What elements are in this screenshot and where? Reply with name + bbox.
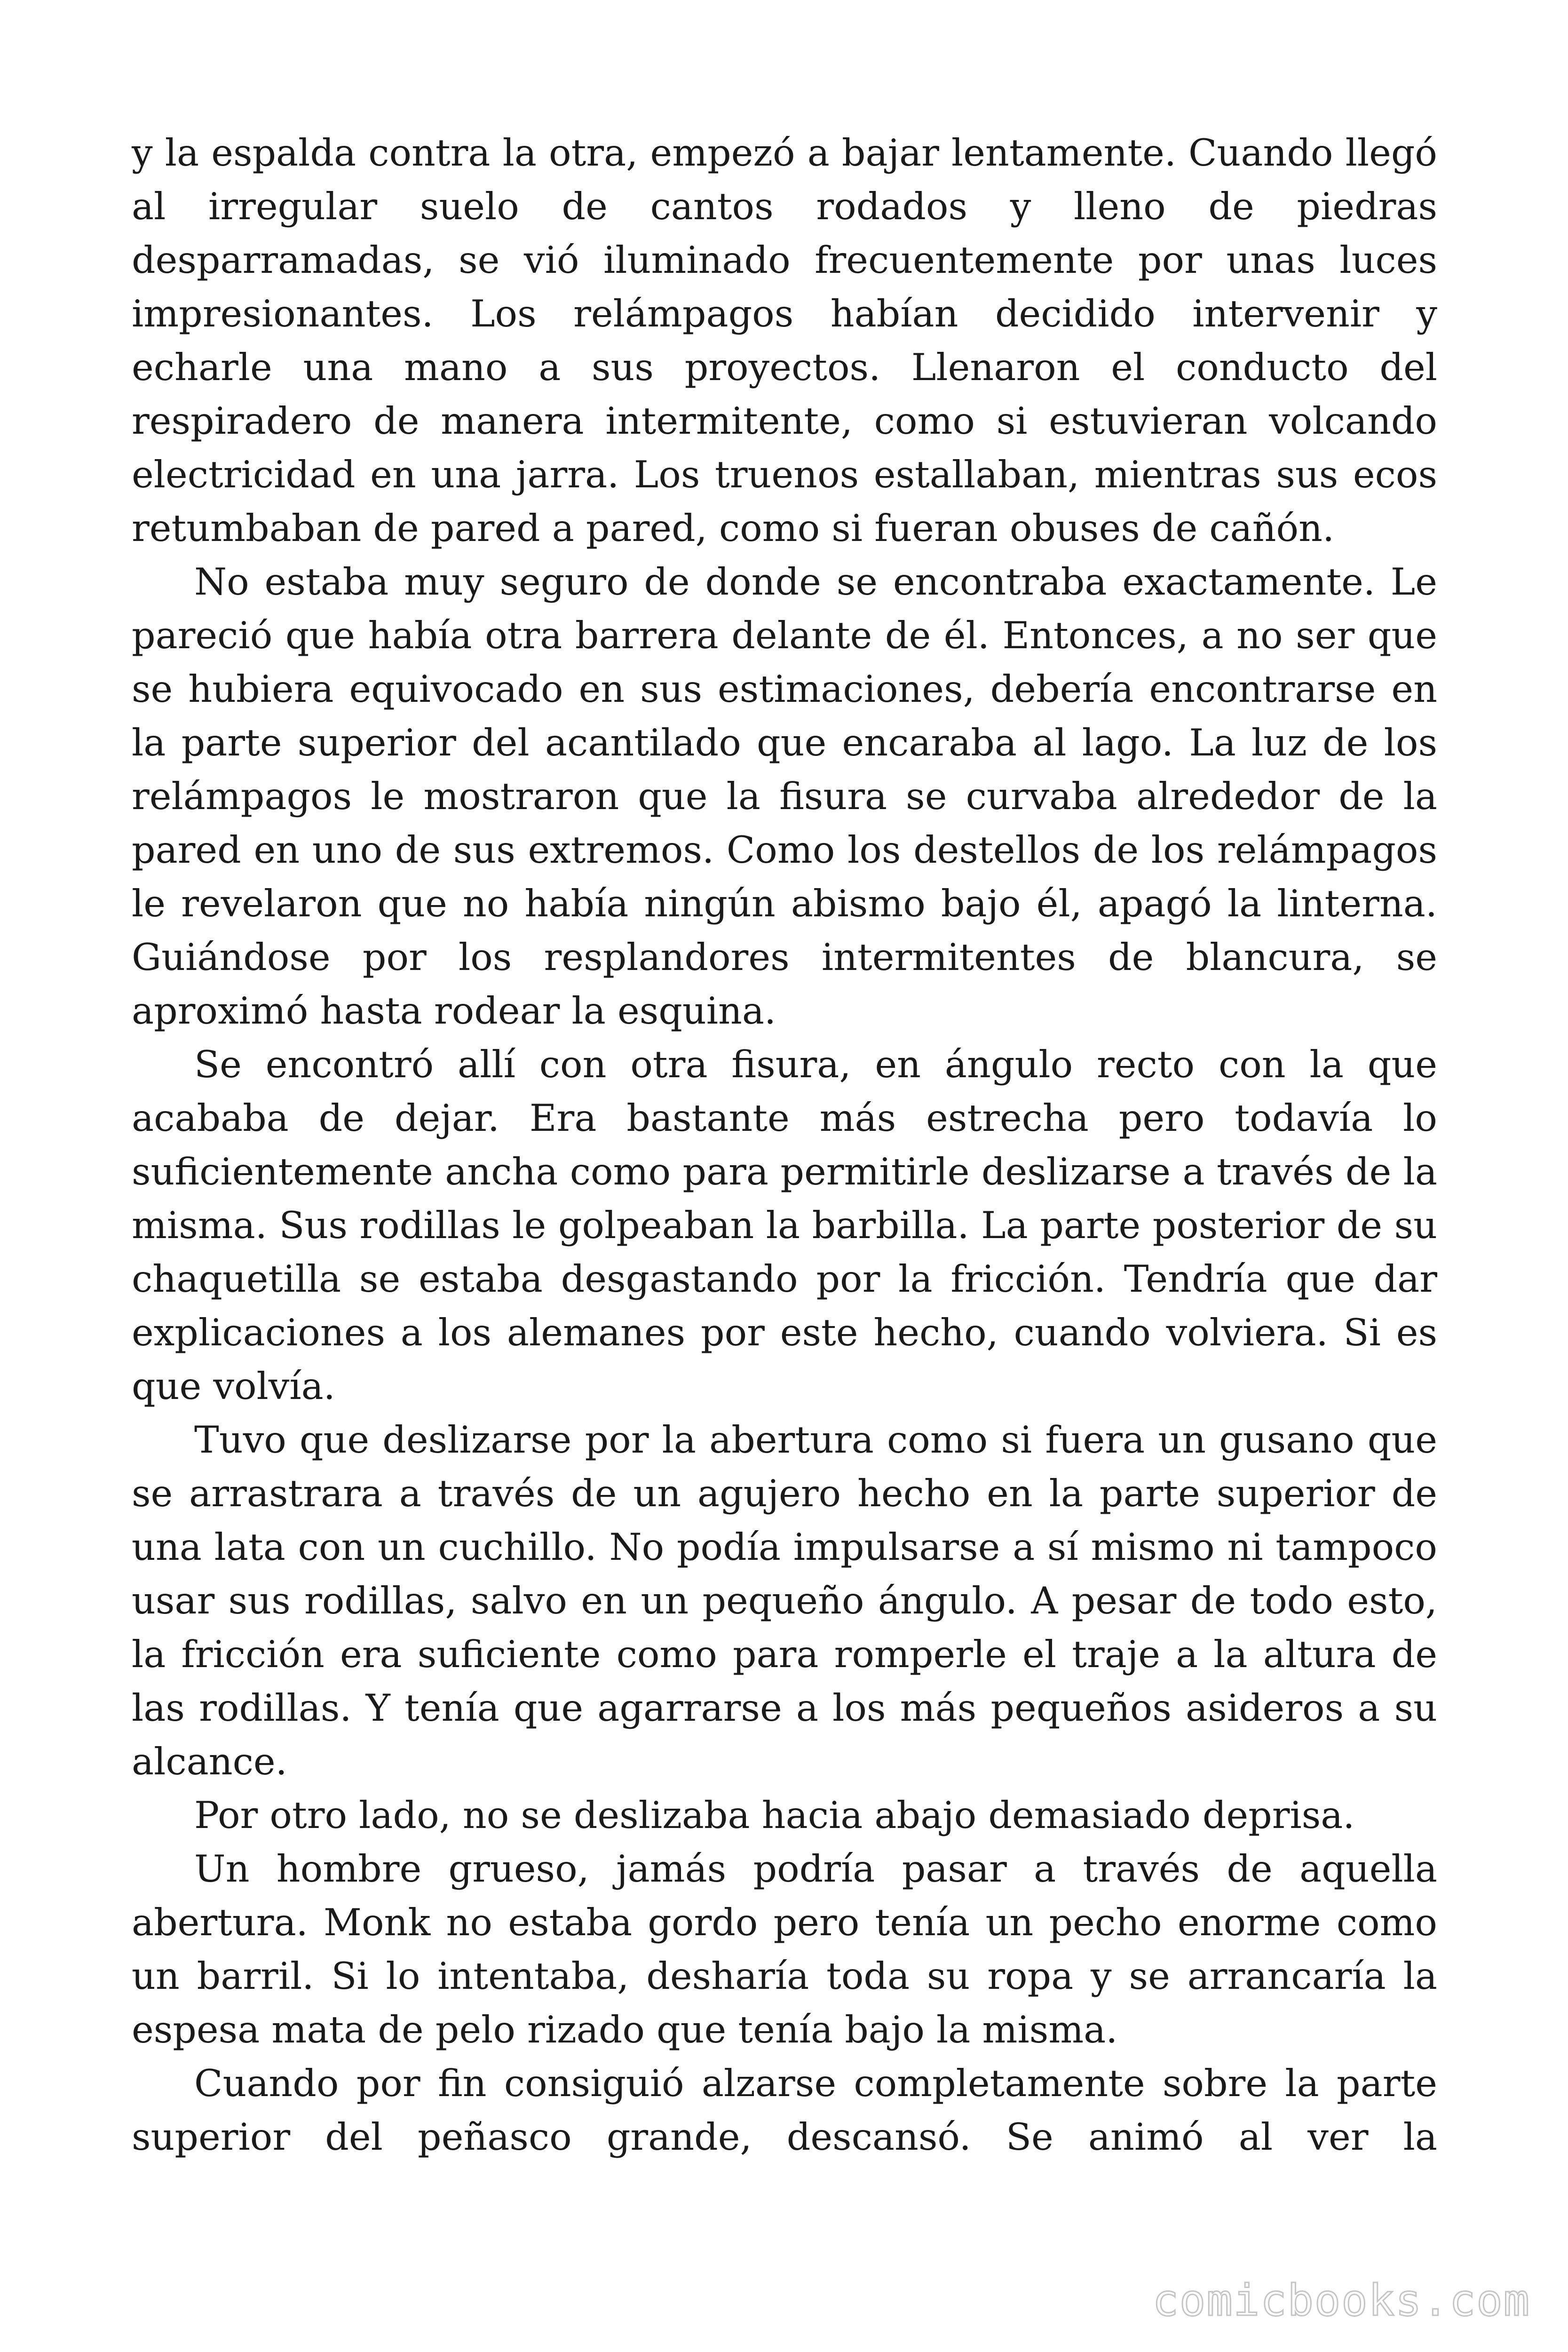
paragraph: Por otro lado, no se deslizaba hacia abajo demasiado deprisa. xyxy=(194,1794,1355,1837)
watermark-text: comicbooks.com xyxy=(1152,2275,1530,2326)
paragraph: No estaba muy seguro de donde se encontraba exactamente. Le pareció que había otra barrera delante de él. Entonces, a no ser que se hubiera equivocado en sus estimaciones, debería encontrarse en la parte superior del acantilado que encaraba al lago. La luz de los relámpagos le mostraron que la fisura se curvaba alrededor de la pared en uno de sus extremos. Como los destellos de los relámpagos le revelaron que no había ningún abismo bajo él, apagó la linterna. Guiándose por los resplandores intermitentes de blancura, se aproximó hasta rodear la esquina. xyxy=(132,560,1437,1033)
paragraph: Un hombre grueso, jamás podría pasar a través de aquella abertura. Monk no estaba gordo pero tenía un pecho enorme como un barril. Si lo intentaba, desharía toda su ropa y se arrancaría la espesa mata de pelo rizado que tenía bajo la misma. xyxy=(132,1847,1437,2051)
paragraph-continuation: y la espalda contra la otra, empezó a bajar lentamente. Cuando llegó al irregular suelo de cantos rodados y lleno de piedras desparramadas, se vió iluminado frecuentemente por unas luces impresionantes. Los relámpagos habían decidido intervenir y echarle una mano a sus proyectos. Llenaron el conducto del respiradero de manera intermitente, como si estuvieran volcando electricidad en una jarra. Los truenos estallaban, mientras sus ecos retumbaban de pared a pared, como si fueran obuses de cañón. xyxy=(132,131,1437,550)
body-text xyxy=(132,126,1437,2164)
paragraph: Se encontró allí con otra fisura, en ángulo recto con la que acababa de dejar. Era bastante más estrecha pero todavía lo suficientemente ancha como para permitirle deslizarse a través de la misma. Sus rodillas le golpeaban la barbilla. La parte posterior de su chaquetilla se estaba desgastando por la fricción. Tendría que dar explicaciones a los alemanes por este hecho, cuando volviera. Si es que volvía. xyxy=(132,1043,1437,1408)
paragraph: Tuvo que deslizarse por la abertura como si fuera un gusano que se arrastrara a través de un agujero hecho en la parte superior de una lata con un cuchillo. No podía impulsarse a sí mismo ni tampoco usar sus rodillas, salvo en un pequeño ángulo. A pesar de todo esto, la fricción era suficiente como para romperle el traje a la altura de las rodillas. Y tenía que agarrarse a los más pequeños asideros a su alcance. xyxy=(132,1418,1437,1783)
paragraph-last: Cuando por fin consiguió alzarse completamente sobre la parte superior del peñasco grande, descansó. Se animó al ver la xyxy=(132,2062,1437,2159)
